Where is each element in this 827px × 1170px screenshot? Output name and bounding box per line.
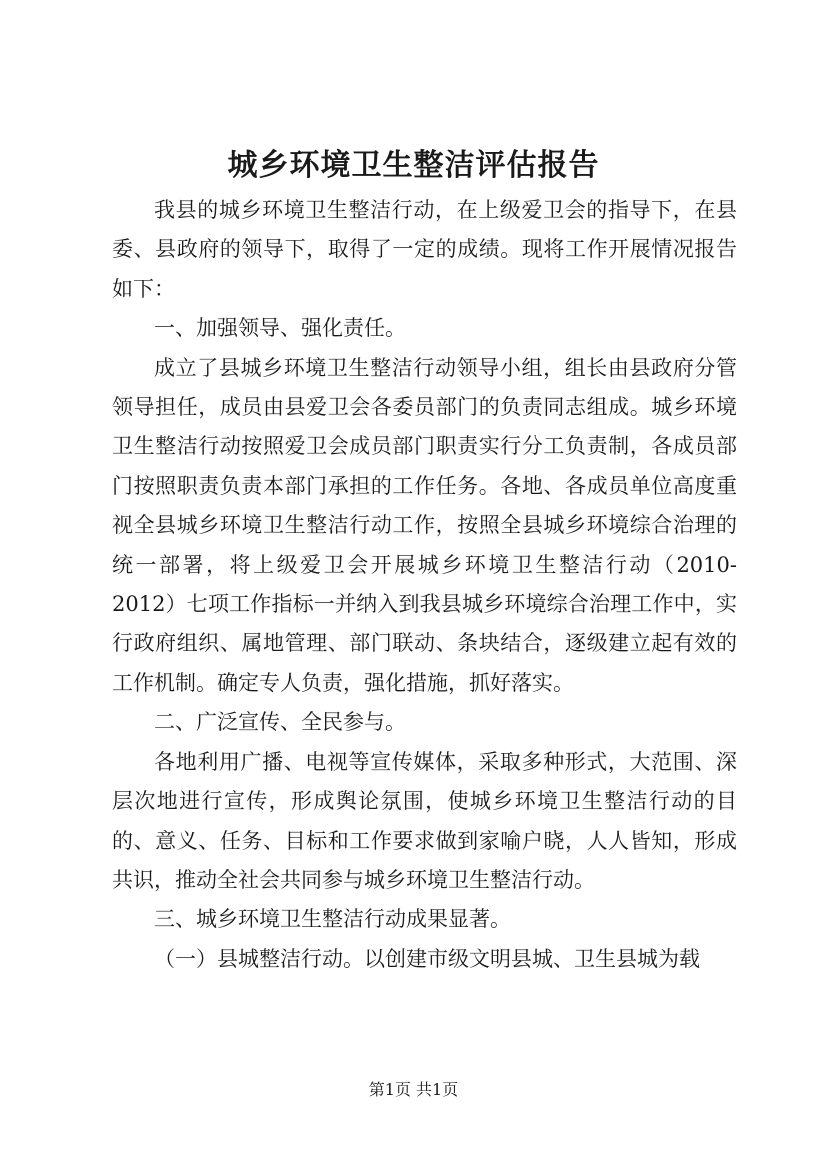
paragraph-section-2: 各地利用广播、电视等宣传媒体，采取多种形式，大范围、深层次地进行宣传，形成舆论氛围，使城乡环境卫生整洁行动的目的、意义、任务、目标和工作要求做到家喻户晓，人人皆知，形成共识，推动全社会共同参与城乡环境卫生整洁行动。 — [112, 749, 737, 892]
paragraph-section-1: 成立了县城乡环境卫生整洁行动领导小组，组长由县政府分管领导担任，成员由县爱卫会各委员部门的负责同志组成。城乡环境卫生整洁行动按照爱卫会成员部门职责实行分工负责制，各成员部门按照职责负责本部门承担的工作任务。各地、各成员单位高度重视全县城乡环境卫生整洁行动工作，按照全县城乡环境综合治理的统一部署，将上级爱卫会开展城乡环境卫生整洁行动（2010-2012）七项工作指标一并纳入到我县城乡环境综合治理工作中，实行政府组织、属地管理、部门联动、条块结合，逐级建立起有效的工作机制。确定专人负责，强化措施，抓好落实。 — [112, 355, 737, 695]
document-body — [112, 191, 737, 979]
page-footer: 第1页 共1页 — [368, 1080, 459, 1099]
paragraph-section-3-1: （一）县城整洁行动。以创建市级文明县城、卫生县城为载 — [154, 946, 700, 971]
section-heading-2: 二、广泛宣传、全民参与。 — [154, 710, 406, 735]
section-heading-1: 一、加强领导、强化责任。 — [154, 316, 406, 341]
document-title: 城乡环境卫生整洁评估报告 — [227, 148, 600, 183]
paragraph-intro: 我县的城乡环境卫生整洁行动，在上级爱卫会的指导下，在县委、县政府的领导下，取得了一定的成绩。现将工作开展情况报告如下： — [112, 198, 737, 301]
section-heading-3: 三、城乡环境卫生整洁行动成果显著。 — [154, 907, 511, 932]
